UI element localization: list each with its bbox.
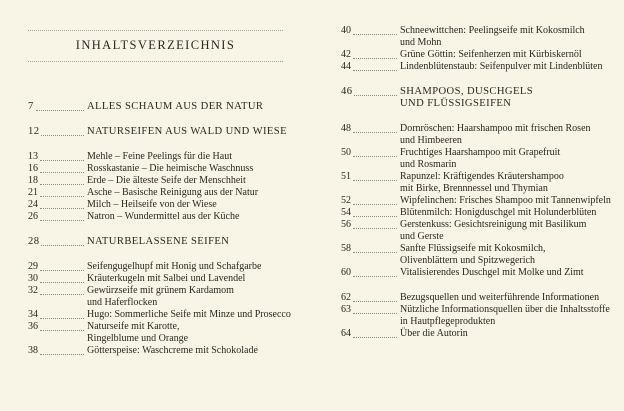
toc-entry-title-line: NATURSEIFEN AUS WALD UND WIESE — [87, 126, 287, 137]
toc-entry-number-column — [28, 273, 87, 285]
leader-dots — [353, 219, 397, 229]
toc-entry-page-number: 21 — [28, 187, 38, 198]
toc-entry-number-column — [28, 211, 87, 223]
leader-dots — [354, 86, 397, 96]
toc-entry — [28, 163, 283, 175]
toc-entry-title-line: Dornröschen: Haarshampoo mit frischen Rosen — [400, 123, 591, 134]
toc-entry-number-column — [341, 86, 400, 98]
toc-entry-title-line: Nützliche Informationsquellen über die Inhaltsstoffe — [400, 304, 610, 315]
toc-entry-number-column — [341, 304, 400, 316]
toc-entry-page-number: 26 — [28, 211, 38, 222]
toc-entry — [341, 207, 618, 219]
toc-entry-number-column — [28, 126, 87, 138]
toc-entry-page-number: 12 — [28, 126, 40, 137]
toc-entry-title-line: und Gerste — [400, 231, 444, 242]
toc-entry-title — [400, 25, 618, 49]
toc-entry-title — [87, 163, 283, 175]
toc-entry-title-line: Wipfelinchen: Frisches Shampoo mit Tannenwipfeln — [400, 195, 611, 206]
toc-entry-title — [87, 321, 283, 345]
leader-dots — [41, 126, 84, 136]
toc-entry-title — [400, 147, 618, 171]
toc-entry-number-column — [341, 292, 400, 304]
toc-entry-title — [87, 151, 283, 163]
toc-entry — [341, 25, 618, 49]
toc-entry-page-number: 28 — [28, 236, 40, 247]
toc-entry-number-column — [28, 285, 87, 297]
toc-entry-title-line: und Mohn — [400, 37, 442, 48]
leader-dots — [40, 175, 84, 185]
toc-entry-number-column — [28, 321, 87, 333]
leader-dots — [353, 304, 397, 314]
toc-entry-title-line: Mehle – Feine Peelings für die Haut — [87, 151, 232, 162]
leader-dots — [40, 261, 84, 271]
toc-entry-number-column — [341, 147, 400, 159]
toc-entry — [341, 49, 618, 61]
toc-entry-number-column — [341, 49, 400, 61]
toc-entry-number-column — [28, 345, 87, 357]
toc-entries-left — [28, 101, 291, 357]
toc-entry-title-line: Gerstenkuss: Gesichtsreinigung mit Basilikum — [400, 219, 587, 230]
toc-entry-number-column — [341, 267, 400, 279]
leader-dots — [40, 273, 84, 283]
toc-entry-number-column — [341, 61, 400, 73]
toc-entry-number-column — [341, 243, 400, 255]
toc-entry-title-line: Blütenmilch: Honigduschgel mit Holunderblüten — [400, 207, 597, 218]
toc-entry-title — [87, 273, 283, 285]
toc-entry-number-column — [341, 207, 400, 219]
leader-dots — [353, 61, 397, 71]
toc-entry-number-column — [28, 163, 87, 175]
toc-entries-right — [341, 25, 618, 340]
leader-dots — [353, 328, 397, 338]
toc-entry-number-column — [28, 199, 87, 211]
toc-entry-title-line: und Rosmarin — [400, 159, 457, 170]
toc-entry-title — [87, 211, 283, 223]
toc-entry-number-column — [28, 101, 87, 113]
toc-entry-title-line: SHAMPOOS, DUSCHGELS — [400, 86, 533, 97]
toc-entry-page-number: 50 — [341, 147, 351, 158]
toc-entry-page-number: 18 — [28, 175, 38, 186]
leader-dots — [40, 211, 84, 221]
toc-entry-title-line: Natron – Wundermittel aus der Küche — [87, 211, 240, 222]
toc-entry-number-column — [28, 187, 87, 199]
toc-entry — [341, 267, 618, 279]
toc-entry-title — [87, 187, 283, 199]
toc-entry-number-column — [341, 195, 400, 207]
toc-entry-page-number: 51 — [341, 171, 351, 182]
toc-entry — [341, 304, 618, 328]
leader-dots — [353, 195, 397, 205]
toc-entry-number-column — [341, 123, 400, 135]
toc-entry-number-column — [28, 151, 87, 163]
toc-entry-title-line: Olivenblättern und Spitzwegerich — [400, 255, 535, 266]
toc-entry — [341, 328, 618, 340]
toc-entry-page-number: 32 — [28, 285, 38, 296]
toc-chapter-entry — [28, 126, 287, 138]
toc-entry-number-column — [341, 25, 400, 37]
toc-entry — [28, 187, 283, 199]
leader-dots — [40, 321, 84, 331]
toc-entry-page-number: 52 — [341, 195, 351, 206]
toc-entry-page-number: 44 — [341, 61, 351, 72]
toc-entry-page-number: 30 — [28, 273, 38, 284]
toc-entry-page-number: 36 — [28, 321, 38, 332]
toc-entry-number-column — [341, 219, 400, 231]
toc-entry-number-column — [28, 236, 87, 248]
toc-entry-title-line: Rosskastanie – Die heimische Waschnuss — [87, 163, 254, 174]
toc-entry-title — [400, 304, 618, 328]
leader-dots — [353, 292, 397, 302]
toc-entry — [28, 273, 283, 285]
toc-chapter-entry — [341, 86, 618, 110]
toc-entry — [28, 309, 291, 321]
toc-entry — [28, 175, 283, 187]
toc-entry — [341, 292, 618, 304]
toc-entry-title — [87, 101, 283, 113]
toc-title: INHALTSVERZEICHNIS — [75, 38, 236, 52]
toc-entry-title-line: Hugo: Sommerliche Seife mit Minze und Prosecco — [87, 309, 291, 320]
toc-entry-title-line: mit Birke, Brennnessel und Thymian — [400, 183, 548, 194]
leader-dots — [353, 123, 397, 133]
toc-entry-page-number: 48 — [341, 123, 351, 134]
toc-entry-title-line: Naturseife mit Karotte, — [87, 321, 180, 332]
toc-entry — [341, 171, 618, 195]
toc-entry-title-line: Seifengugelhupf mit Honig und Schafgarbe — [87, 261, 262, 272]
toc-entry-title-line: in Hautpflegeprodukten — [400, 316, 496, 327]
toc-entry-title-line: und Haferflocken — [87, 297, 158, 308]
toc-chapter-entry — [28, 236, 283, 248]
toc-entry — [28, 321, 283, 345]
toc-entry-title — [87, 175, 283, 187]
toc-entry-title — [400, 328, 618, 340]
toc-entry-title-line: Vitalisierendes Duschgel mit Molke und Zimt — [400, 267, 584, 278]
toc-entry — [341, 219, 618, 243]
leader-dots — [40, 199, 84, 209]
toc-entry-number-column — [341, 171, 400, 183]
toc-entry-title — [400, 49, 618, 61]
toc-entry-title-line: Über die Autorin — [400, 328, 468, 339]
toc-entry — [28, 151, 283, 163]
toc-entry-page-number: 63 — [341, 304, 351, 315]
toc-entry-title-line: Asche – Basische Reinigung aus der Natur — [87, 187, 259, 198]
toc-entry-page-number: 38 — [28, 345, 38, 356]
leader-dots — [40, 285, 84, 295]
toc-entry-title-line: Bezugsquellen und weiterführende Informationen — [400, 292, 600, 303]
toc-entry-title — [400, 195, 618, 207]
toc-chapter-entry — [28, 101, 283, 113]
toc-entry-title — [87, 236, 283, 248]
toc-entry-title-line: Schneewittchen: Peelingseife mit Kokosmilch — [400, 25, 585, 36]
leader-dots — [40, 309, 84, 319]
leader-dots — [353, 25, 397, 35]
toc-entry-page-number: 13 — [28, 151, 38, 162]
toc-entry-page-number: 42 — [341, 49, 351, 60]
toc-entry-title-line: Milch – Heilseife von der Wiese — [87, 199, 217, 210]
toc-entry — [341, 61, 618, 73]
toc-entry-page-number: 7 — [28, 101, 34, 112]
toc-entry-page-number: 58 — [341, 243, 351, 254]
leader-dots — [36, 101, 84, 111]
toc-entry-title — [400, 219, 618, 243]
leader-dots — [353, 147, 397, 157]
toc-entry-title — [400, 207, 618, 219]
toc-entry-title — [400, 171, 618, 195]
leader-dots — [41, 236, 84, 246]
toc-entry-title — [400, 123, 618, 147]
toc-entry-page-number: 56 — [341, 219, 351, 230]
toc-entry-page-number: 24 — [28, 199, 38, 210]
leader-dots — [353, 207, 397, 217]
toc-entry-title — [87, 199, 283, 211]
toc-entry-title — [400, 292, 618, 304]
toc-entry-title-line: Gewürzseife mit grünem Kardamom — [87, 285, 234, 296]
toc-entry-title-line: Erde – Die älteste Seife der Menschheit — [87, 175, 246, 186]
toc-entry-title-line: Lindenblütenstaub: Seifenpulver mit Lindenblüten — [400, 61, 603, 72]
toc-entry-title-line: Kräuterkugeln mit Salbei und Lavendel — [87, 273, 246, 284]
leader-dots — [353, 49, 397, 59]
toc-entry-number-column — [28, 261, 87, 273]
toc-entry-title — [400, 86, 618, 110]
toc-entry-title-line: Sanfte Flüssigseife mit Kokosmilch, — [400, 243, 546, 254]
toc-entry-page-number: 46 — [341, 86, 353, 97]
toc-entry-page-number: 54 — [341, 207, 351, 218]
toc-entry-title — [87, 285, 283, 309]
toc-entry-page-number: 29 — [28, 261, 38, 272]
toc-entry-title-line: und Himbeeren — [400, 135, 462, 146]
leader-dots — [40, 151, 84, 161]
toc-entry-title — [400, 267, 618, 279]
toc-entry-title-line: Götterspeise: Waschcreme mit Schokolade — [87, 345, 258, 356]
leader-dots — [40, 187, 84, 197]
toc-entry — [28, 285, 283, 309]
toc-entry-title — [87, 345, 283, 357]
toc-entry-title — [87, 309, 291, 321]
toc-entry-title-line: Ringelblume und Orange — [87, 333, 189, 344]
toc-entry-page-number: 64 — [341, 328, 351, 339]
toc-entry — [341, 243, 618, 267]
toc-entry — [341, 147, 618, 171]
toc-entry-page-number: 40 — [341, 25, 351, 36]
toc-entry — [28, 261, 283, 273]
leader-dots — [353, 171, 397, 181]
toc-entry-title-line: UND FLÜSSIGSEIFEN — [400, 98, 512, 109]
toc-entry-title-line: Grüne Göttin: Seifenherzen mit Kürbiskernöl — [400, 49, 582, 60]
toc-entry — [28, 345, 283, 357]
toc-entry-number-column — [28, 309, 87, 321]
toc-entry — [28, 211, 283, 223]
leader-dots — [353, 243, 397, 253]
toc-entry-title — [87, 261, 283, 273]
toc-page-right — [312, 0, 624, 411]
leader-dots — [353, 267, 397, 277]
toc-entry — [28, 199, 283, 211]
toc-entry — [341, 123, 618, 147]
toc-entry-title-line: NATURBELASSENE SEIFEN — [87, 236, 230, 247]
toc-header — [28, 30, 283, 62]
toc-entry-page-number: 60 — [341, 267, 351, 278]
leader-dots — [40, 345, 84, 355]
toc-entry-number-column — [341, 328, 400, 340]
toc-entry-number-column — [28, 175, 87, 187]
toc-entry-page-number: 16 — [28, 163, 38, 174]
toc-entry-title — [400, 61, 618, 73]
toc-entry-title — [400, 243, 618, 267]
toc-entry-page-number: 62 — [341, 292, 351, 303]
toc-entry-title-line: ALLES SCHAUM AUS DER NATUR — [87, 101, 264, 112]
toc-entry-title-line: Fruchtiges Haarshampoo mit Grapefruit — [400, 147, 561, 158]
toc-entry-title-line: Rapunzel: Kräftigendes Kräutershampoo — [400, 171, 564, 182]
toc-entry — [341, 195, 618, 207]
leader-dots — [40, 163, 84, 173]
toc-entry-page-number: 34 — [28, 309, 38, 320]
toc-entry-title — [87, 126, 287, 138]
